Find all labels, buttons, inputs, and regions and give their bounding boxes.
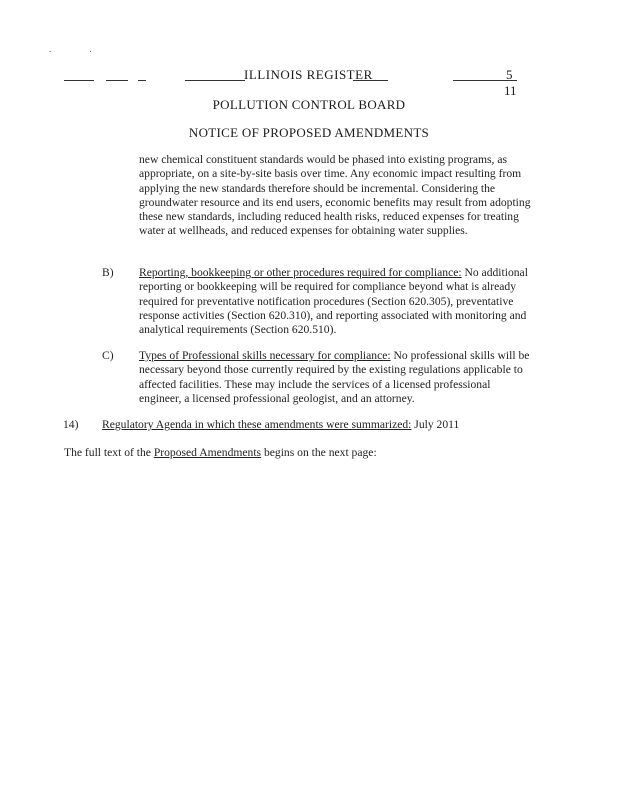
section-14-body: July 2011 [411, 418, 460, 431]
full-text-line [64, 446, 534, 460]
header-rule-left-1 [64, 80, 94, 81]
section-14-label: 14) [63, 418, 79, 431]
issue-number: 11 [504, 83, 517, 98]
item-c-paragraph [139, 349, 534, 406]
page-mark: . . [49, 44, 110, 54]
proposed-amendments-link: Proposed Amendments [153, 446, 262, 459]
item-c-label: C) [102, 349, 114, 362]
board-title: POLLUTION CONTROL BOARD [212, 97, 406, 112]
item-b-label: B) [102, 266, 114, 279]
notice-title: NOTICE OF PROPOSED AMENDMENTS [188, 125, 430, 140]
full-text-prefix: The full text of the [64, 446, 154, 459]
full-text-suffix: begins on the next page: [261, 446, 377, 459]
header-rule-left-4 [185, 80, 245, 81]
item-b-heading: Reporting, bookkeeping or other procedures required for compliance: [139, 266, 462, 279]
continuation-paragraph: new chemical constituent standards would be phased into existing programs, as appropriate, on a site-by-site basis over time. Any economic impact resulting from applying the new standards therefore should be incremental. Considering the groundwater resource and its end users, economic benefits may result from adopting these new standards, including reduced health risks, reduced expenses for treating water at wellheads, and reduced expenses for obtaining water supplies. [139, 153, 531, 238]
volume-number: 5 [506, 67, 513, 82]
header-rule-left-2 [106, 80, 128, 81]
section-14-heading: Regulatory Agenda in which these amendments were summarized: [102, 418, 412, 431]
register-title: ILLINOIS REGISTER [244, 67, 373, 82]
section-14-paragraph [102, 418, 532, 432]
item-c-heading: Types of Professional skills necessary for compliance: [139, 349, 391, 362]
item-c-body: No professional skills will be necessary beyond those currently required by the existing regulations applicable to affected facilities. These may include the services of a licensed professional engineer, a licensed professional geologist, and an attorney. [139, 349, 530, 405]
item-b-body: No additional reporting or bookkeeping will be required for compliance beyond what is already required for preventative notification procedures (Section 620.305), preventative response activities (Section 620.310), and reporting associated with monitoring and analytical requirements (Section 620.510). [139, 266, 528, 337]
item-b-paragraph [139, 266, 534, 337]
header-rule-left-3 [138, 80, 146, 81]
